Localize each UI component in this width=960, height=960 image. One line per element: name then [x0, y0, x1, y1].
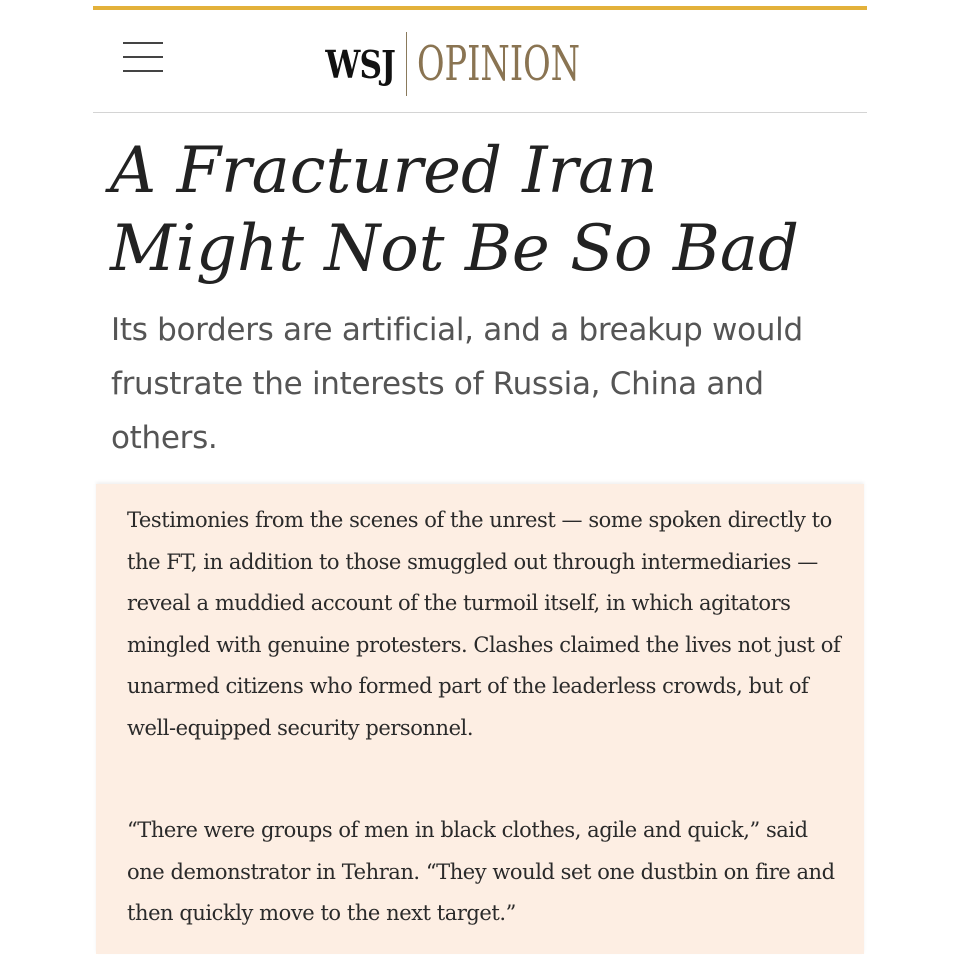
brand-section: OPINION	[416, 36, 580, 92]
brand-wsj: WSJ	[325, 41, 396, 87]
excerpt-paragraph-2: “There were groups of men in black clothes, agile and quick,” said one demonstrator in Tehran. “They would set one dustbin on fire and then quickly move to the next target.”	[127, 818, 835, 925]
headline-line-2: Might Not Be So Bad	[110, 212, 799, 286]
brand-logo[interactable]	[93, 34, 867, 94]
headline-line-1: A Fractured Iran	[110, 134, 658, 208]
brand-divider	[406, 32, 407, 96]
excerpt-paragraph-1: Testimonies from the scenes of the unrest — some spoken directly to the FT, in addition to those smuggled out through intermediaries — reveal a muddied account of the turmoil itself, in which agitators mingled with genuine protesters. Clashes claimed the lives not just of unarmed citizens who formed part of the leaderless crowds, but of well-equipped security personnel.	[127, 508, 841, 740]
site-header	[93, 10, 867, 113]
quoted-excerpt	[96, 484, 864, 954]
article-dek: Its borders are artificial, and a breakup would frustrate the interests of Russia, China and others.	[111, 312, 803, 456]
article-headline	[110, 132, 870, 288]
